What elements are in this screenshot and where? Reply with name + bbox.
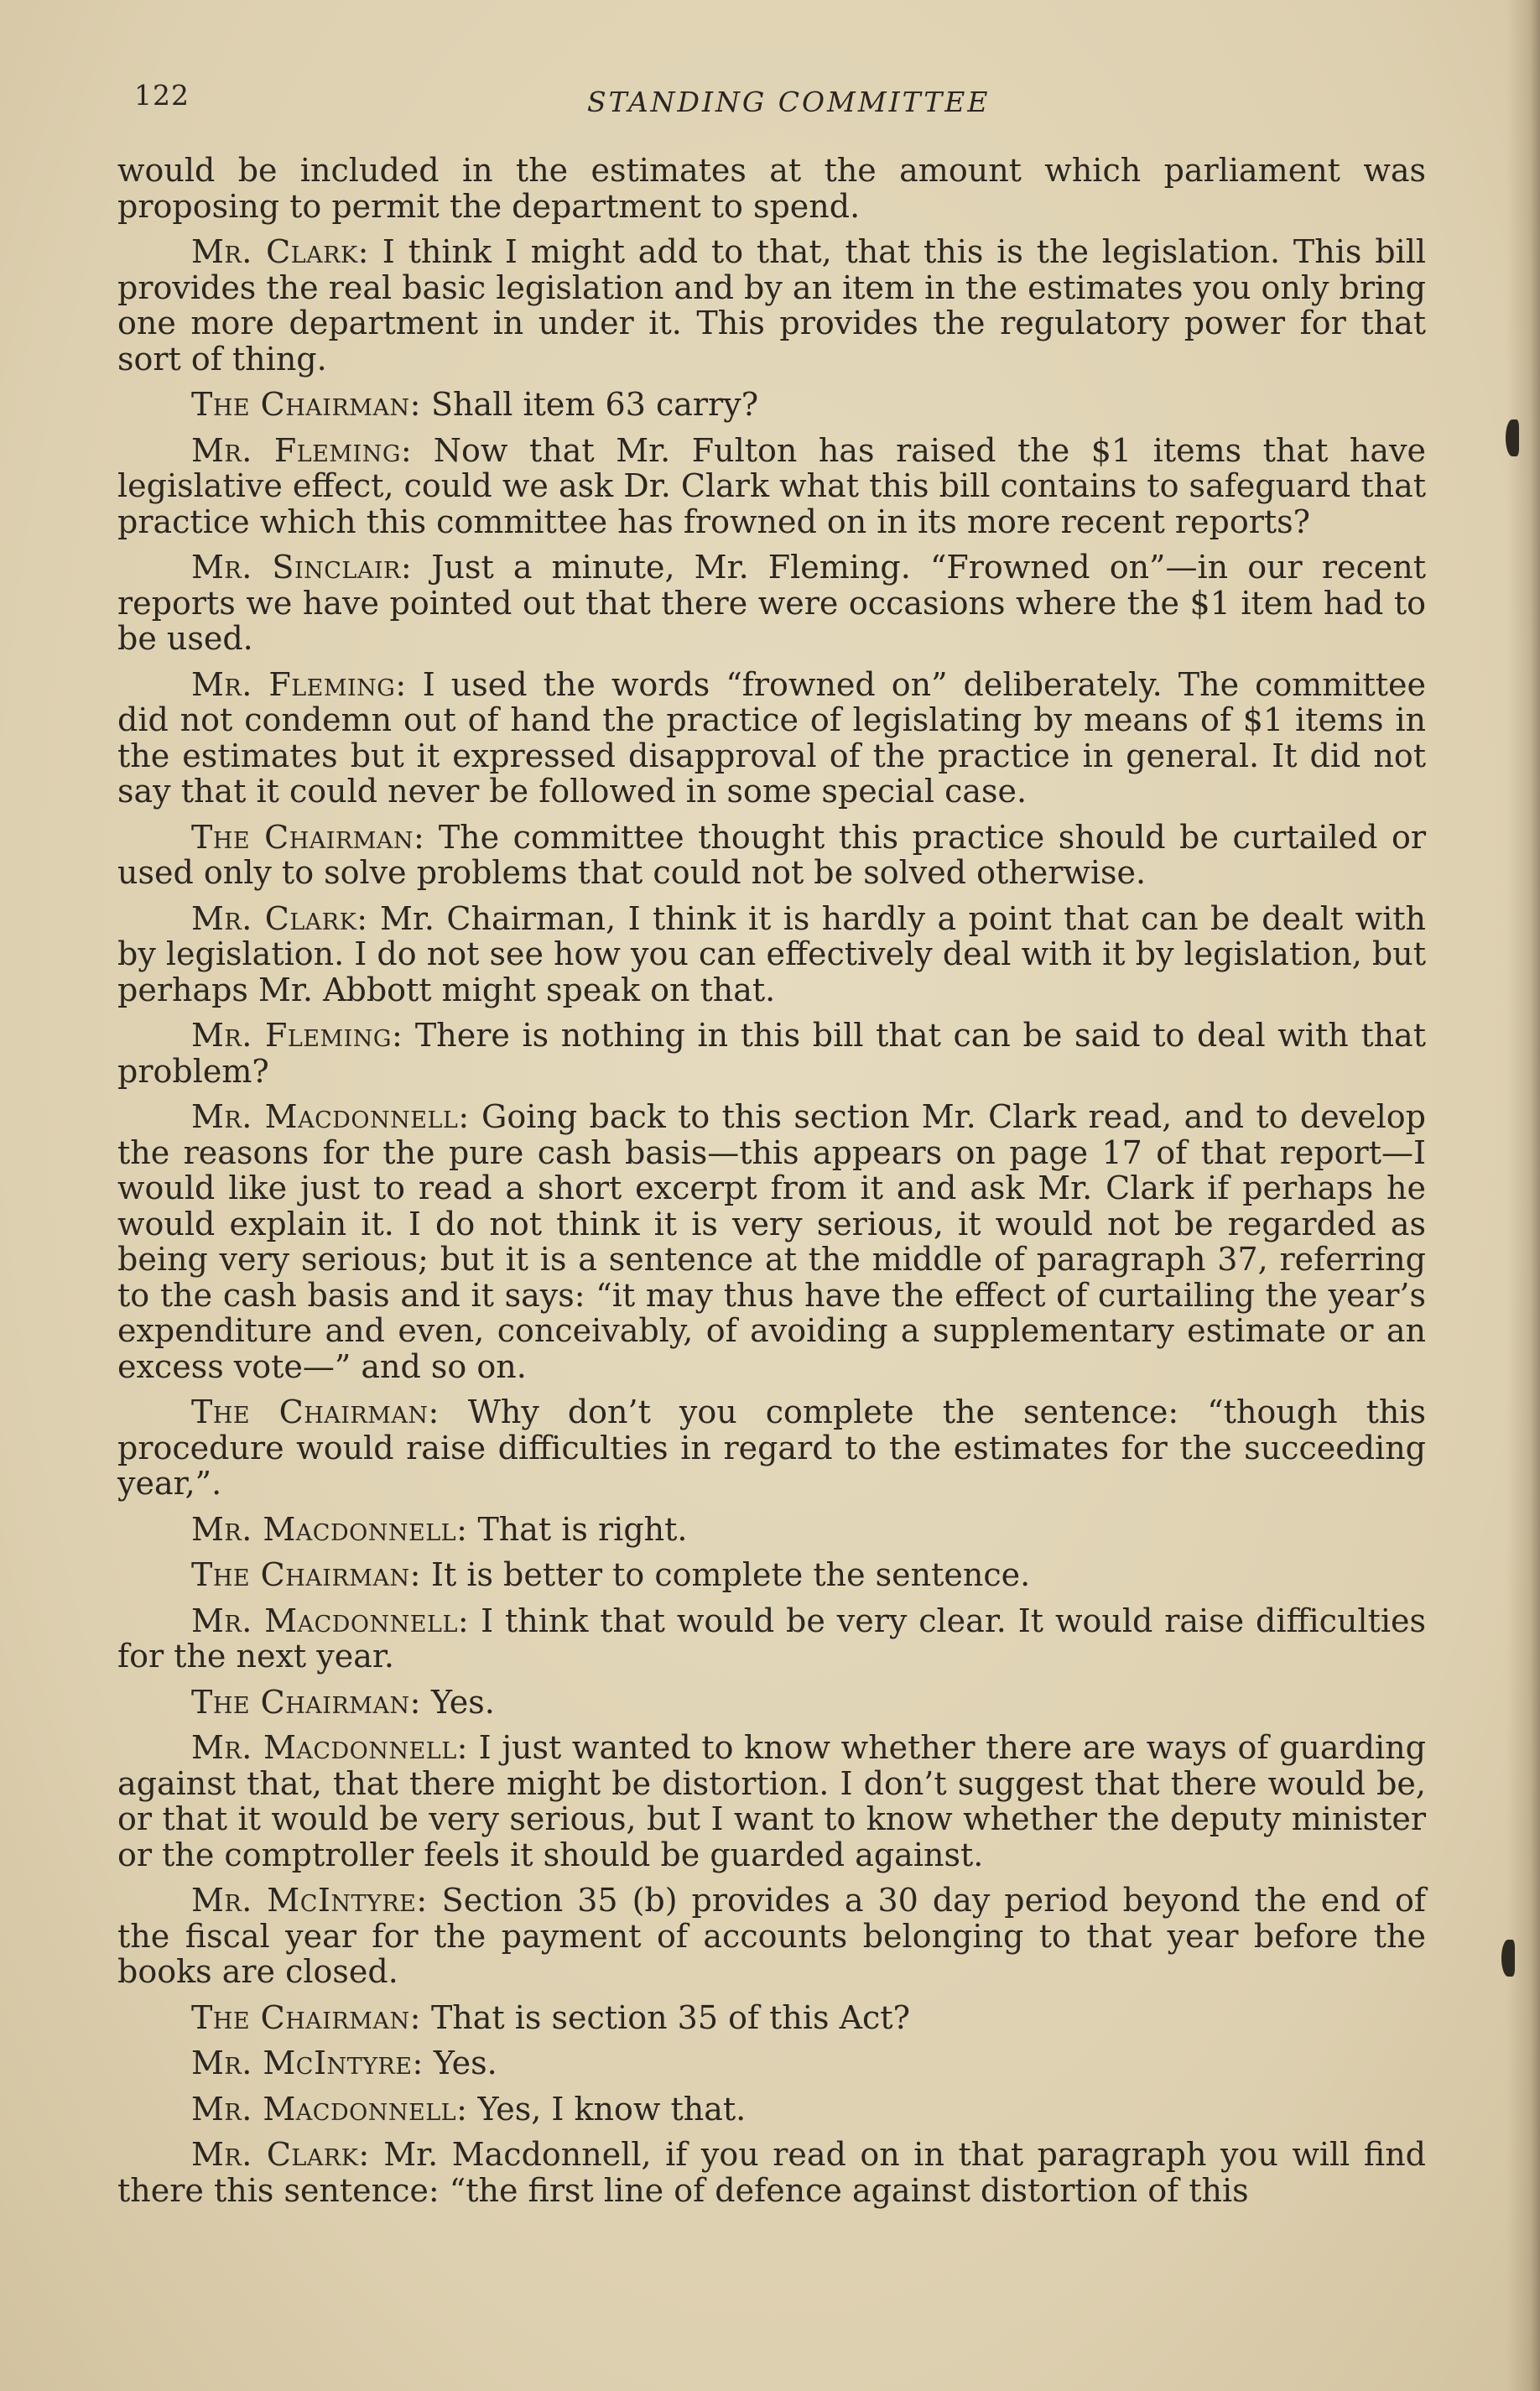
- speaker-name: Mr. Macdonnell:: [191, 1602, 470, 1639]
- speaker-name: Mr. Fleming:: [191, 665, 407, 703]
- transcript-paragraph: [117, 550, 1426, 657]
- transcript-paragraph: [117, 1557, 1426, 1593]
- speech-text: Yes, I know that.: [467, 2090, 747, 2128]
- speech-text: Now that Mr. Fulton has raised the $1 items that have legislative effect, could we ask Dr. Clark what this bill contains to safeguard that practice which this committee has frowned on in its more recent reports?: [117, 431, 1426, 540]
- transcript-paragraph: [117, 387, 1426, 423]
- speech-text: Why don’t you complete the sentence: “though this procedure would raise difficulties in regard to the estimates for the succeeding year,”.: [117, 1393, 1426, 1502]
- transcript-paragraph: [117, 234, 1426, 377]
- speaker-name: The Chairman:: [191, 1556, 421, 1593]
- transcript-paragraph: [117, 1603, 1426, 1675]
- speech-text: Yes.: [423, 2045, 497, 2081]
- transcript-paragraph: [117, 153, 1426, 224]
- transcript-paragraph: [117, 2137, 1426, 2208]
- speaker-name: Mr. McIntyre:: [191, 1882, 428, 1919]
- speech-text: I think that would be very clear. It would raise difficulties for the next year.: [117, 1602, 1426, 1675]
- binding-mark: [1506, 419, 1519, 456]
- speaker-name: The Chairman:: [191, 1393, 440, 1430]
- transcript-paragraph: [117, 901, 1426, 1008]
- speech-text: Mr. Chairman, I think it is hardly a point that can be dealt with by legislation. I do not see how you can effectively deal with it by legislation, but perhaps Mr. Abbott might speak on that.: [117, 899, 1427, 1008]
- transcript-paragraph: [117, 1883, 1426, 1990]
- transcript-paragraph: [117, 1099, 1426, 1384]
- speech-text: Yes.: [420, 1683, 495, 1721]
- transcript-paragraph: [117, 2091, 1426, 2128]
- speaker-name: The Chairman:: [191, 818, 425, 856]
- speech-text: Going back to this section Mr. Clark read, and to develop the reasons for the pure cash basis—this appears on page 17 of that report—I would like just to read a short excerpt from it and ask Mr. Clark if perhaps he would explain it. I do not think it is very serious, it would not be regarded as being very serious; but it is a sentence at the middle of paragraph 37, referring to the cash basis and it says: “it may thus have the effect of curtailing the year’s expenditure and even, conceivably, of avoiding a supplementary estimate or an excess vote—” and so on.: [117, 1098, 1426, 1385]
- speech-text: Section 35 (b) provides a 30 day period beyond the end of the fiscal year for the payment of accounts belonging to that year before the books are closed.: [117, 1882, 1426, 1990]
- transcript-paragraph: [117, 2045, 1426, 2081]
- binding-mark: [1501, 1940, 1515, 1977]
- speech-text: I used the words “frowned on” deliberately. The committee did not condemn out of hand the practice of legislating by means of $1 items in the estimates but it expressed disapproval of the practice in general. It did not say that it could never be followed in some special case.: [117, 665, 1426, 810]
- speech-text: It is better to complete the sentence.: [420, 1556, 1031, 1593]
- page-header: [134, 79, 1418, 121]
- transcript-paragraph: [117, 1512, 1426, 1548]
- speech-text: Shall item 63 carry?: [420, 386, 759, 423]
- transcript-paragraph: [117, 1018, 1426, 1089]
- speaker-name: The Chairman:: [191, 1683, 421, 1721]
- page-number: 122: [134, 79, 190, 112]
- speech-text: The committee thought this practice should be curtailed or used only to solve problems that could not be solved otherwise.: [117, 818, 1426, 891]
- page-edge-shadow: [1506, 0, 1540, 2391]
- speaker-name: Mr. Macdonnell:: [191, 1510, 468, 1548]
- running-head: STANDING COMMITTEE: [587, 86, 991, 118]
- speaker-name: Mr. Clark:: [191, 899, 368, 937]
- speaker-name: Mr. Macdonnell:: [191, 2090, 468, 2128]
- speech-text: That is right.: [467, 1510, 688, 1548]
- speaker-name: Mr. Macdonnell:: [191, 1729, 468, 1766]
- speaker-name: Mr. Macdonnell:: [191, 1098, 470, 1135]
- speaker-name: Mr. Clark:: [191, 233, 369, 270]
- transcript-body: [117, 153, 1426, 2218]
- speech-text: I just wanted to know whether there are ways of guarding against that, that there might be distortion. I don’t suggest that there would be, or that it would be very serious, but I want to know whether the deputy minister or the comptroller feels it should be guarded against.: [117, 1729, 1426, 1873]
- transcript-paragraph: [117, 1394, 1426, 1502]
- speech-text: would be included in the estimates at the amount which parliament was proposing to permit the department to spend.: [117, 152, 1426, 225]
- speaker-name: The Chairman:: [191, 1998, 421, 2036]
- transcript-paragraph: [117, 1685, 1426, 1721]
- speaker-name: Mr. McIntyre:: [191, 2045, 424, 2081]
- transcript-paragraph: [117, 667, 1426, 810]
- speech-text: There is nothing in this bill that can be said to deal with that problem?: [117, 1017, 1426, 1090]
- speech-text: I think I might add to that, that this is the legislation. This bill provides the real basic legislation and by an item in the estimates you only bring one more department in under it. This provides the regulatory power for that sort of thing.: [117, 233, 1427, 378]
- speech-text: Mr. Macdonnell, if you read on in that paragraph you will find there this sentence: “the first line of defence against distortion of this: [117, 2136, 1426, 2209]
- speaker-name: The Chairman:: [191, 386, 421, 423]
- transcript-paragraph: [117, 433, 1426, 540]
- speaker-name: Mr. Sinclair:: [191, 549, 413, 586]
- transcript-paragraph: [117, 2000, 1426, 2036]
- speaker-name: Mr. Fleming:: [191, 431, 413, 469]
- speech-text: Just a minute, Mr. Fleming. “Frowned on”—in our recent reports we have pointed out that there were occasions where the $1 item had to be used.: [117, 549, 1427, 657]
- speaker-name: Mr. Fleming:: [191, 1017, 403, 1054]
- transcript-paragraph: [117, 820, 1426, 891]
- transcript-paragraph: [117, 1730, 1426, 1873]
- speech-text: That is section 35 of this Act?: [420, 1998, 910, 2036]
- speaker-name: Mr. Clark:: [191, 2136, 370, 2173]
